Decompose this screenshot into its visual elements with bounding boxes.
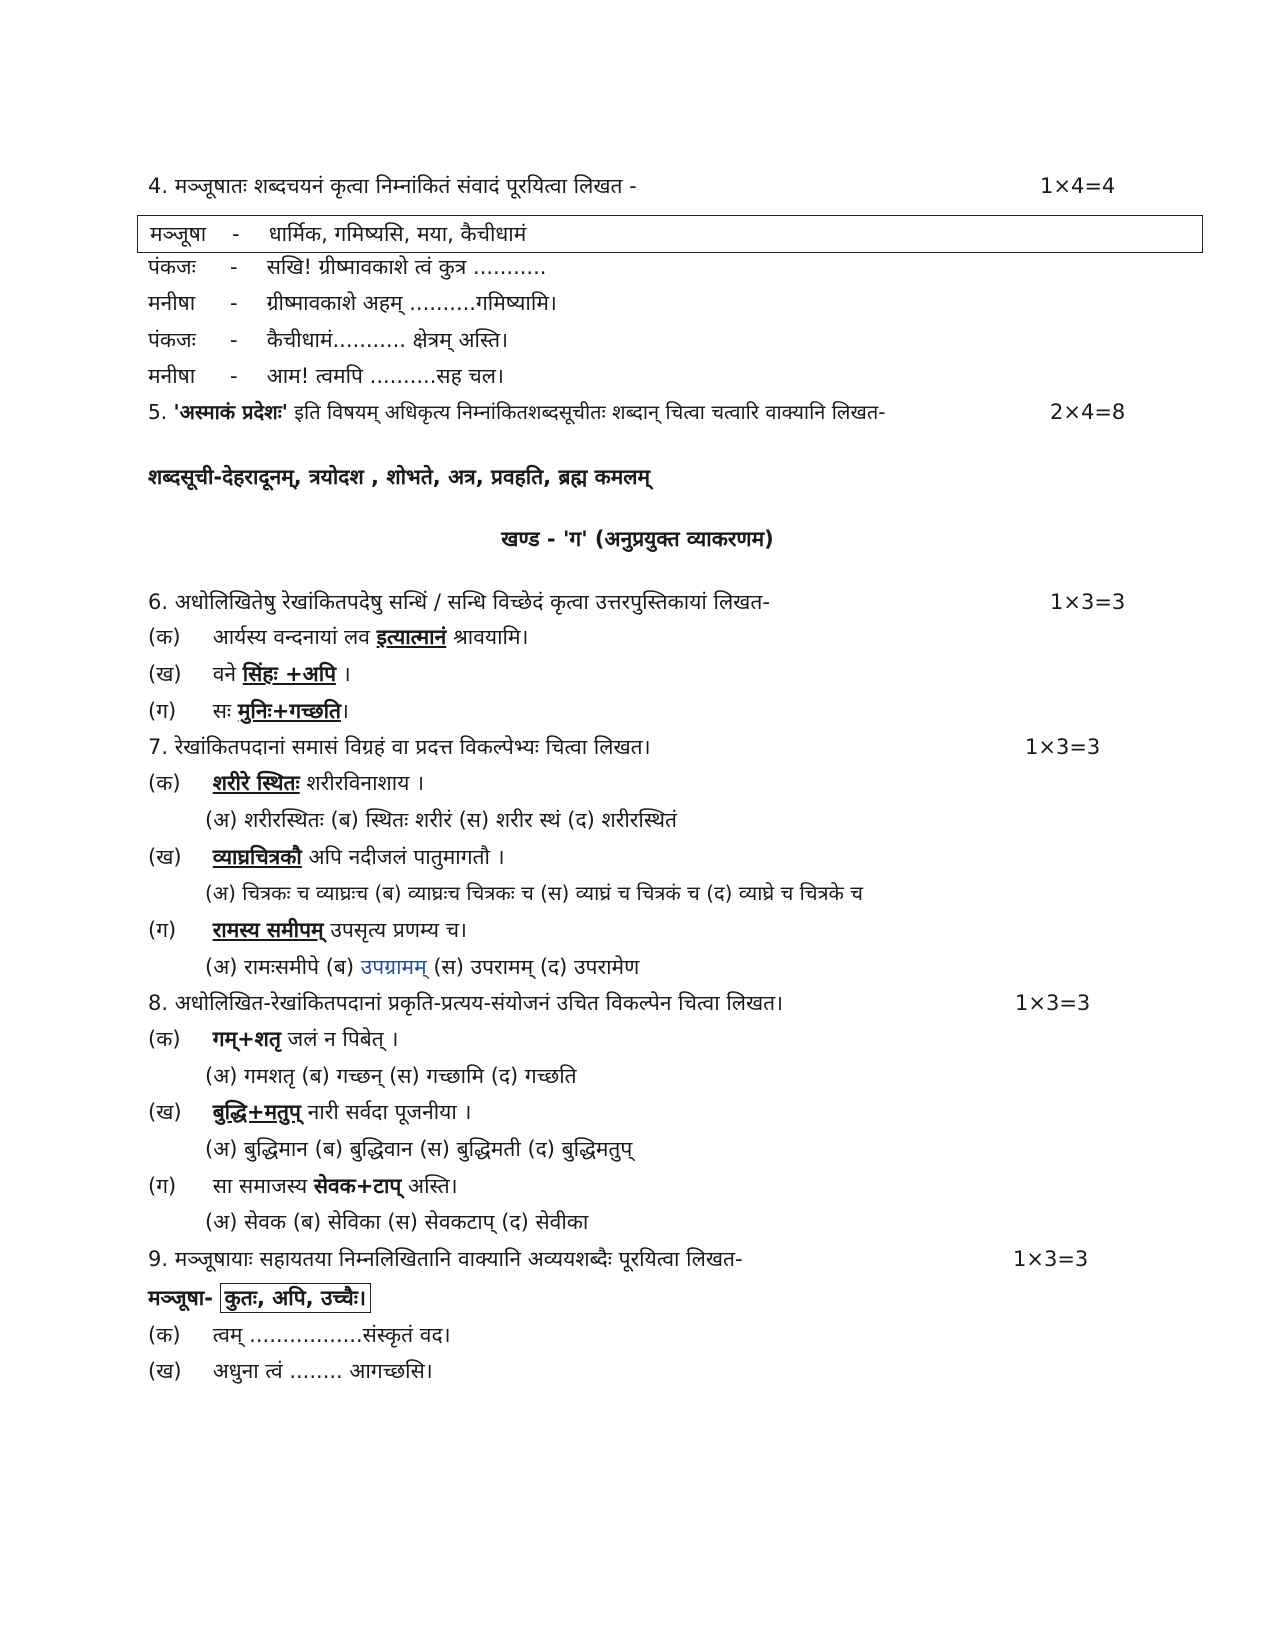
dialogue-line: [148, 252, 546, 282]
q8-options: (अ) बुद्धिमान (ब) बुद्धिवान (स) बुद्धिमती (द) बुद्धिमतुप्: [205, 1137, 633, 1161]
q5-topic: 'अस्माकं प्रदेशः': [173, 400, 288, 424]
item-pre: सा समाजस्य: [212, 1174, 308, 1198]
q7-options: (अ) चित्रकः च व्याघ्रःच (ब) व्याघ्रःच चित्रकः च (स) व्याघ्रं च चित्रकं च (द) व्याघ्रे च चित्रके च: [205, 881, 863, 905]
underlined-word: शरीरे स्थितः: [212, 771, 300, 795]
item-label: (ख): [148, 1359, 182, 1383]
dialogue-text: कैचीधामं........... क्षेत्रम् अस्ति।: [266, 328, 509, 352]
q8-options: (अ) गमशतृ (ब) गच्छन् (स) गच्छामि (द) गच्छति: [205, 1064, 577, 1088]
q8-item: [148, 1024, 398, 1054]
speaker: मनीषा: [148, 364, 196, 388]
dialogue-text: सखि! ग्रीष्मावकाशे त्वं कुत्र ...........: [266, 255, 547, 279]
item-label: (क): [148, 625, 181, 649]
item-label: (ख): [148, 1100, 182, 1124]
item-pre: वने: [212, 662, 237, 686]
underlined-word: इत्यात्मानं: [376, 625, 447, 649]
underlined-word: बुद्धि+मतुप्: [212, 1100, 301, 1124]
q9-item: [148, 1320, 451, 1350]
q6-question: 6. अधोलिखितेषु रेखांकितपदेषु सन्धिं / सन्धि विच्छेदं कृत्वा उत्तरपुस्तिकायां लिखत-: [148, 590, 770, 614]
dash: -: [230, 328, 238, 352]
item-label: (ग): [148, 699, 177, 723]
q5-question: [148, 397, 885, 427]
q9-marks: 1×3=3: [1013, 1247, 1089, 1271]
speaker: मनीषा: [148, 291, 196, 315]
q7-options: (अ) शरीरस्थितः (ब) स्थितः शरीरं (स) शरीर स्थं (द) शरीरस्थितं: [205, 808, 677, 832]
underlined-word: गम्+शतृ: [212, 1027, 281, 1051]
underlined-word: सेवक+टाप्: [313, 1174, 402, 1198]
q8-question: 8. अधोलिखित-रेखांकितपदानां प्रकृति-प्रत्यय-संयोजनं उचित विकल्पेन चित्वा लिखत।: [148, 991, 784, 1015]
q4-box-label: मञ्जूषा: [150, 222, 207, 246]
q4-word-box: [137, 215, 1203, 253]
q6-item: [148, 622, 529, 652]
q4-marks: 1×4=4: [1040, 174, 1116, 198]
item-text: त्वम् .................संस्कृतं वद।: [212, 1323, 451, 1347]
q9-item: [148, 1356, 433, 1386]
dialogue-line: [148, 325, 508, 355]
q9-box-words: कुतः, अपि, उच्चैः।: [220, 1283, 371, 1313]
item-label: (क): [148, 771, 181, 795]
dash: -: [230, 291, 238, 315]
q7-item: [148, 915, 467, 945]
dash: -: [230, 364, 238, 388]
q5-marks: 2×4=8: [1050, 400, 1126, 424]
item-label: (ख): [148, 845, 182, 869]
q8-item: [148, 1097, 471, 1127]
underlined-word: सिंहः +अपि: [242, 662, 337, 686]
q7-item: [148, 842, 505, 872]
q5-wordlist: शब्दसूची-देहरादूनम्, त्रयोदश , शोभते, अत्र, प्रवहति, ब्रह्म कमलम्: [148, 465, 651, 489]
q9-box-label: मञ्जूषा-: [148, 1286, 213, 1310]
dialogue-line: [148, 288, 557, 318]
item-post: जलं न पिबेत् ।: [287, 1027, 399, 1051]
q6-item: [148, 696, 349, 726]
item-post: श्रावयामि।: [452, 625, 529, 649]
item-pre: आर्यस्य वन्दनायां लव: [212, 625, 370, 649]
section-title: खण्ड - 'ग' (अनुप्रयुक्त व्याकरणम): [501, 527, 774, 551]
item-post: ।: [342, 662, 351, 686]
speaker: पंकजः: [148, 255, 196, 279]
q8-item: [148, 1171, 458, 1201]
underlined-word: रामस्य समीपम्: [212, 918, 324, 942]
item-text: अधुना त्वं ........ आगच्छसि।: [212, 1359, 433, 1383]
item-label: (क): [148, 1323, 181, 1347]
q4-question: 4. मञ्जूषातः शब्दचयनं कृत्वा निम्नांकितं संवादं पूरयित्वा लिखत -: [148, 174, 637, 198]
underlined-word: मुनिः+गच्छति: [237, 699, 341, 723]
q8-options: (अ) सेवक (ब) सेविका (स) सेवकटाप् (द) सेवीका: [205, 1210, 589, 1234]
q7-marks: 1×3=3: [1025, 735, 1101, 759]
item-post: शरीरविनाशाय ।: [306, 771, 425, 795]
item-label: (ख): [148, 662, 182, 686]
speaker: पंकजः: [148, 328, 196, 352]
q9-question: 9. मञ्जूषायाः सहायतया निम्नलिखितानि वाक्यानि अव्ययशब्दैः पूरयित्वा लिखत-: [148, 1247, 743, 1271]
dialogue-line: [148, 361, 504, 391]
item-label: (क): [148, 1027, 181, 1051]
blue-option: उपग्रामम्: [360, 955, 427, 979]
q6-item: [148, 659, 351, 689]
q5-num: 5.: [148, 400, 168, 424]
underlined-word: व्याघ्रचित्रकौ: [212, 845, 302, 869]
item-pre: सः: [212, 699, 232, 723]
q7-question: 7. रेखांकितपदानां समासं विग्रहं वा प्रदत्त विकल्पेभ्यः चित्वा लिखत।: [148, 735, 651, 759]
q6-marks: 1×3=3: [1050, 590, 1126, 614]
item-label: (ग): [148, 1174, 177, 1198]
dialogue-text: आम! त्वमपि ..........सह चल।: [266, 364, 504, 388]
dash: -: [232, 222, 240, 246]
q4-box-words: धार्मिक, गमिष्यसि, मया, कैचीधामं: [268, 222, 527, 246]
item-post: नारी सर्वदा पूजनीया ।: [307, 1100, 472, 1124]
dash: -: [230, 255, 238, 279]
q7-options: (अ) रामःसमीपे (ब) उपग्रामम् (स) उपरामम् (द) उपरामेण: [205, 955, 640, 979]
item-post: ।: [341, 699, 349, 723]
item-post: अपि नदीजलं पातुमागतौ ।: [308, 845, 505, 869]
q8-marks: 1×3=3: [1015, 991, 1091, 1015]
item-post: अस्ति।: [408, 1174, 458, 1198]
item-post: उपसृत्य प्रणम्य च।: [330, 918, 467, 942]
q5-question-rest: इति विषयम् अधिकृत्य निम्नांकितशब्दसूचीतः शब्दान् चित्वा चत्वारि वाक्यानि लिखत-: [294, 400, 886, 424]
item-label: (ग): [148, 918, 177, 942]
q7-item: [148, 768, 424, 798]
dialogue-text: ग्रीष्मावकाशे अहम् ..........गमिष्यामि।: [266, 291, 557, 315]
q9-word-box: [148, 1283, 371, 1313]
